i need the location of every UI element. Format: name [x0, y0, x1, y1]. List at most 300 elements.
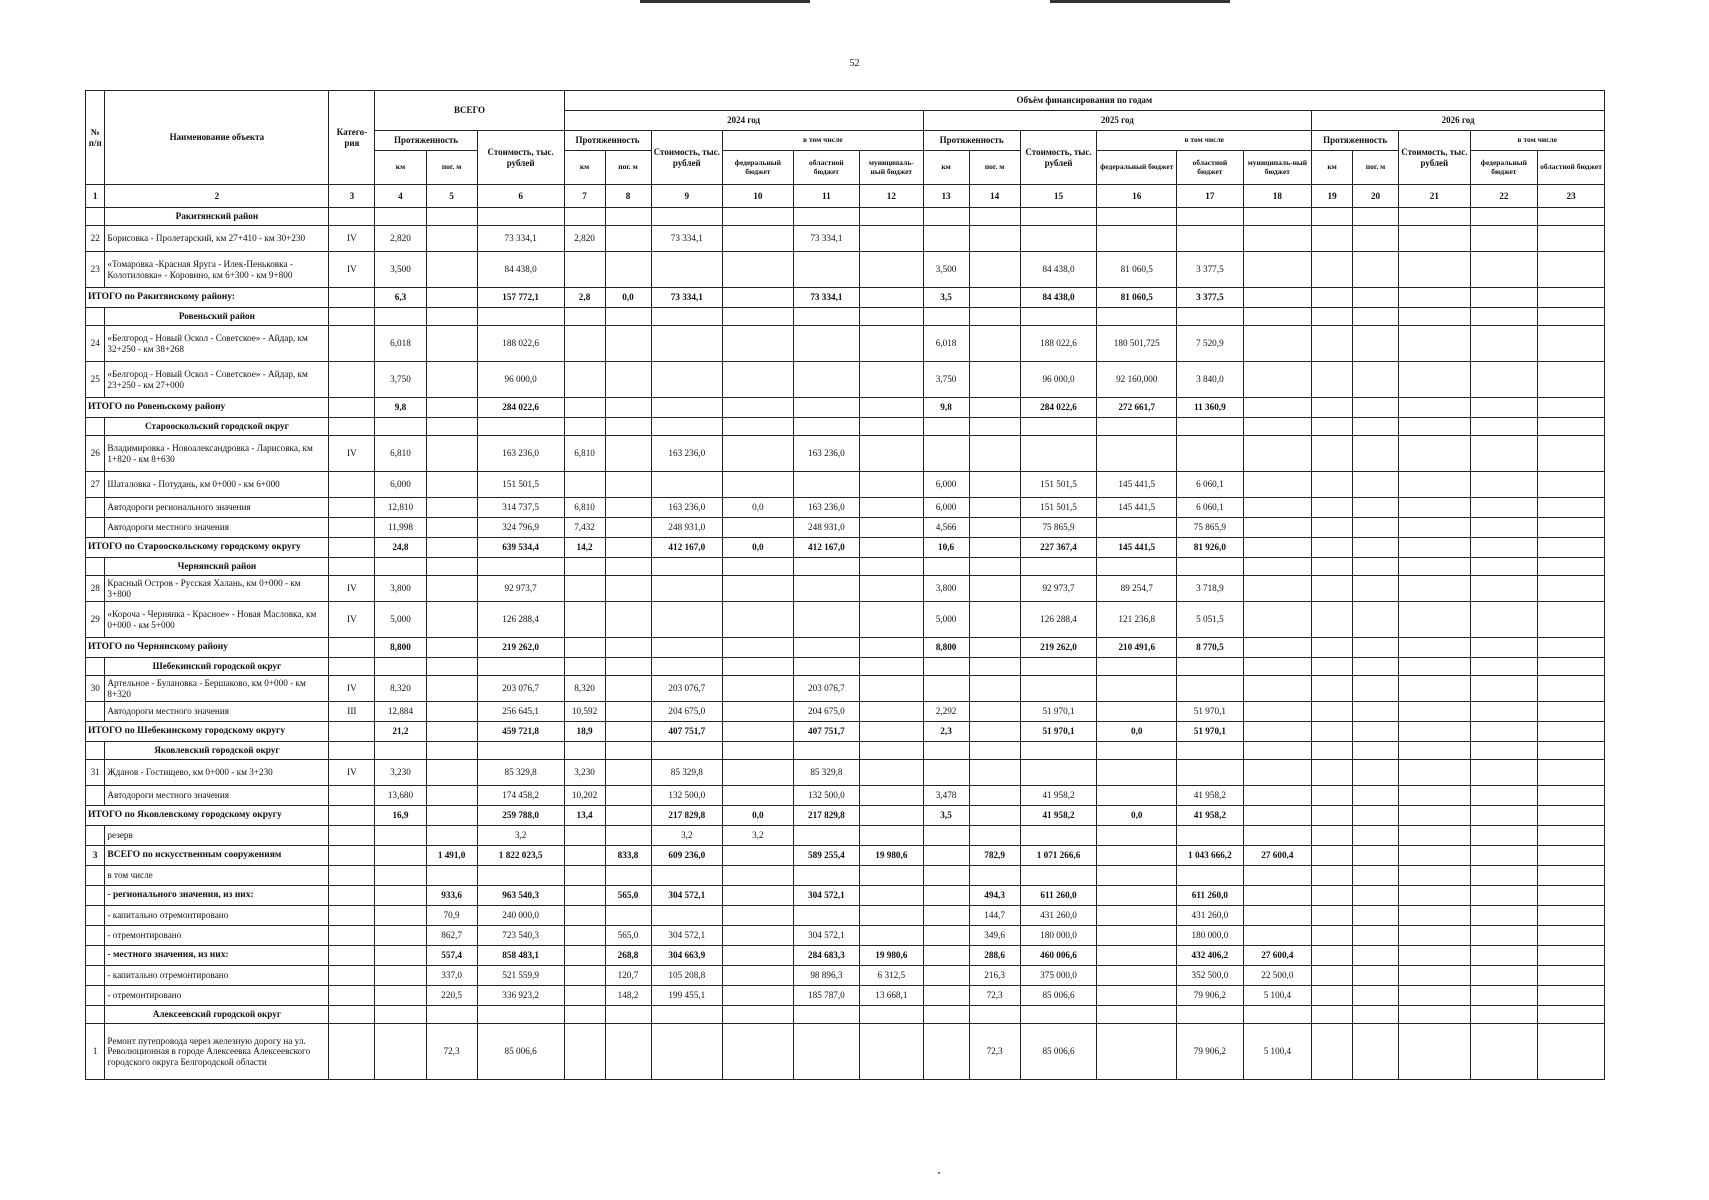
object-name: «Белгород - Новый Оскол - Советское» - Айдар, км 23+250 - км 27+000 [105, 362, 329, 398]
value-cell [723, 326, 794, 362]
value-cell [375, 946, 426, 966]
value-cell: 145 441,5 [1097, 472, 1177, 498]
value-cell [923, 846, 969, 866]
empty-cell [426, 308, 477, 326]
value-cell [426, 498, 477, 518]
section-title: Ровеньский район [105, 308, 329, 326]
object-name: - местного значения, из них: [105, 946, 329, 966]
value-cell [1353, 226, 1399, 252]
value-cell: 199 455,1 [651, 986, 723, 1006]
column-number: 19 [1312, 185, 1353, 208]
value-cell [564, 638, 605, 658]
category-cell [329, 826, 375, 846]
table-row [86, 436, 1605, 472]
object-name: Шаталовка - Потудань, км 0+000 - км 6+000 [105, 472, 329, 498]
value-cell [1243, 886, 1312, 906]
empty-cell [1177, 742, 1243, 760]
header-regional: областной бюджет [1538, 151, 1605, 185]
value-cell [969, 518, 1020, 538]
empty-cell [1399, 1006, 1471, 1024]
value-cell [651, 252, 723, 288]
empty-cell [1538, 208, 1605, 226]
total-label: ИТОГО по Яковлевскому городскому округу [86, 806, 329, 826]
category-cell [329, 966, 375, 986]
value-cell [793, 252, 859, 288]
value-cell [1353, 760, 1399, 786]
value-cell [1538, 866, 1605, 886]
value-cell [860, 602, 923, 638]
section-row [86, 208, 1605, 226]
value-cell [1312, 702, 1353, 722]
value-cell: 284 683,3 [793, 946, 859, 966]
empty-cell [651, 1006, 723, 1024]
value-cell [1097, 866, 1177, 886]
value-cell: 132 500,0 [651, 786, 723, 806]
value-cell: 314 737,5 [477, 498, 564, 518]
value-cell: 963 540,3 [477, 886, 564, 906]
row-number [86, 966, 105, 986]
section-title: Шебекинский городской округ [105, 658, 329, 676]
value-cell [793, 906, 859, 926]
value-cell: 72,3 [969, 1024, 1020, 1080]
value-cell [1399, 576, 1471, 602]
empty-cell [1097, 308, 1177, 326]
empty-cell [1399, 558, 1471, 576]
value-cell: 2,820 [564, 226, 605, 252]
empty-cell [1177, 1006, 1243, 1024]
value-cell: 5,000 [923, 602, 969, 638]
value-cell: 81 926,0 [1177, 538, 1243, 558]
value-cell: 79 906,2 [1177, 1024, 1243, 1080]
value-cell [793, 576, 859, 602]
value-cell [969, 288, 1020, 308]
header-year-2024: 2024 год [564, 111, 923, 131]
value-cell [969, 538, 1020, 558]
value-cell [1538, 826, 1605, 846]
empty-cell [605, 658, 651, 676]
value-cell [723, 398, 794, 418]
value-cell [1470, 226, 1538, 252]
value-cell [1312, 722, 1353, 742]
value-cell: 611 260,0 [1020, 886, 1097, 906]
table-row [86, 362, 1605, 398]
value-cell: 3 377,5 [1177, 252, 1243, 288]
value-cell [1243, 676, 1312, 702]
value-cell [1470, 986, 1538, 1006]
value-cell: 132 500,0 [793, 786, 859, 806]
value-cell [723, 362, 794, 398]
value-cell [651, 906, 723, 926]
value-cell: 1 043 666,2 [1177, 846, 1243, 866]
category-cell [329, 786, 375, 806]
value-cell: 72,3 [969, 986, 1020, 1006]
empty-cell [375, 742, 426, 760]
value-cell [1399, 498, 1471, 518]
value-cell [1312, 1024, 1353, 1080]
value-cell: 259 788,0 [477, 806, 564, 826]
table-row [86, 926, 1605, 946]
value-cell [1312, 326, 1353, 362]
value-cell [860, 676, 923, 702]
object-name: Жданов - Гостищево, км 0+000 - км 3+230 [105, 760, 329, 786]
value-cell [1399, 702, 1471, 722]
empty-cell [1243, 418, 1312, 436]
value-cell: 21,2 [375, 722, 426, 742]
value-cell: 1 822 023,5 [477, 846, 564, 866]
value-cell [923, 906, 969, 926]
value-cell [1538, 1024, 1605, 1080]
value-cell [651, 638, 723, 658]
empty-cell [1470, 658, 1538, 676]
value-cell [1353, 288, 1399, 308]
value-cell: 217 829,8 [651, 806, 723, 826]
value-cell [426, 362, 477, 398]
value-cell [1243, 398, 1312, 418]
value-cell [923, 886, 969, 906]
object-name: Красный Остров - Русская Халань, км 0+000 - км 3+800 [105, 576, 329, 602]
value-cell [723, 602, 794, 638]
value-cell [969, 472, 1020, 498]
value-cell: 565,0 [605, 886, 651, 906]
value-cell [1353, 702, 1399, 722]
value-cell: 217 829,8 [793, 806, 859, 826]
header-km: км [1312, 151, 1353, 185]
category-cell: IV [329, 602, 375, 638]
object-name: в том числе [105, 866, 329, 886]
empty-cell [1353, 1006, 1399, 1024]
value-cell [564, 472, 605, 498]
value-cell [969, 702, 1020, 722]
value-cell: 73 334,1 [651, 288, 723, 308]
empty-cell [923, 308, 969, 326]
value-cell [1399, 760, 1471, 786]
header-regional: областной бюджет [793, 151, 859, 185]
value-cell [375, 826, 426, 846]
table-row [86, 826, 1605, 846]
value-cell: 126 288,4 [477, 602, 564, 638]
empty-cell [723, 658, 794, 676]
table-row [86, 866, 1605, 886]
value-cell: 204 675,0 [651, 702, 723, 722]
object-name: «Белгород - Новый Оскол - Советское» - Айдар, км 32+250 - км 38+268 [105, 326, 329, 362]
value-cell: 3 718,9 [1177, 576, 1243, 602]
column-number: 23 [1538, 185, 1605, 208]
value-cell [1538, 226, 1605, 252]
value-cell [1538, 906, 1605, 926]
table-body [86, 208, 1605, 1080]
value-cell [723, 722, 794, 742]
value-cell: 352 500,0 [1177, 966, 1243, 986]
value-cell: 41 958,2 [1177, 786, 1243, 806]
column-number: 8 [605, 185, 651, 208]
table-row [86, 472, 1605, 498]
value-cell: 51 970,1 [1020, 702, 1097, 722]
value-cell [1243, 326, 1312, 362]
value-cell [969, 576, 1020, 602]
value-cell [1470, 786, 1538, 806]
table-row [86, 786, 1605, 806]
empty-cell [1243, 658, 1312, 676]
value-cell: 3,5 [923, 288, 969, 308]
value-cell [860, 926, 923, 946]
value-cell [969, 252, 1020, 288]
value-cell [605, 722, 651, 742]
value-cell [1312, 986, 1353, 1006]
value-cell [1177, 826, 1243, 846]
value-cell [564, 362, 605, 398]
value-cell: 14,2 [564, 538, 605, 558]
empty-cell [477, 558, 564, 576]
value-cell [605, 518, 651, 538]
empty-cell [1470, 742, 1538, 760]
empty-cell [969, 208, 1020, 226]
value-cell: 460 006,6 [1020, 946, 1097, 966]
value-cell: 336 923,2 [477, 986, 564, 1006]
value-cell [1470, 362, 1538, 398]
value-cell [426, 786, 477, 806]
empty-cell [564, 308, 605, 326]
header-cost: Стоимость, тыс. рублей [477, 131, 564, 185]
value-cell: 7,432 [564, 518, 605, 538]
value-cell [1538, 946, 1605, 966]
value-cell: 12,810 [375, 498, 426, 518]
value-cell: 0,0 [723, 498, 794, 518]
value-cell: 349,6 [969, 926, 1020, 946]
value-cell: 611 260,0 [1177, 886, 1243, 906]
value-cell [923, 760, 969, 786]
value-cell [1020, 826, 1097, 846]
value-cell [1353, 866, 1399, 886]
value-cell [1470, 602, 1538, 638]
column-number: 21 [1399, 185, 1471, 208]
table-row [86, 576, 1605, 602]
empty-cell [426, 558, 477, 576]
value-cell [1470, 826, 1538, 846]
value-cell [1312, 436, 1353, 472]
row-number: 1 [86, 1024, 105, 1080]
value-cell [1312, 760, 1353, 786]
value-cell: 3,2 [477, 826, 564, 846]
empty-cell [329, 418, 375, 436]
empty-cell [1020, 742, 1097, 760]
value-cell [1353, 362, 1399, 398]
value-cell: 163 236,0 [477, 436, 564, 472]
value-cell: 188 022,6 [1020, 326, 1097, 362]
category-cell [329, 326, 375, 362]
table-header [86, 91, 1605, 208]
value-cell [723, 966, 794, 986]
value-cell [1470, 472, 1538, 498]
empty-cell [375, 658, 426, 676]
category-cell: IV [329, 252, 375, 288]
value-cell [651, 362, 723, 398]
value-cell [723, 252, 794, 288]
value-cell [723, 518, 794, 538]
header-including: в том числе [1097, 131, 1312, 151]
column-number: 5 [426, 185, 477, 208]
empty-cell [723, 308, 794, 326]
empty-cell [86, 418, 105, 436]
value-cell: 933,6 [426, 886, 477, 906]
row-number: 29 [86, 602, 105, 638]
value-cell: 203 076,7 [651, 676, 723, 702]
value-cell [1243, 638, 1312, 658]
header-length: Протяженность [1312, 131, 1399, 151]
empty-cell [1399, 208, 1471, 226]
column-number: 18 [1243, 185, 1312, 208]
value-cell [564, 576, 605, 602]
value-cell [1538, 966, 1605, 986]
value-cell: 858 483,1 [477, 946, 564, 966]
empty-cell [969, 418, 1020, 436]
header-federal: федеральный бюджет [723, 151, 794, 185]
empty-cell [375, 208, 426, 226]
empty-cell [329, 658, 375, 676]
value-cell: 145 441,5 [1097, 498, 1177, 518]
value-cell [1243, 786, 1312, 806]
page-number: 52 [849, 58, 860, 69]
column-number: 22 [1470, 185, 1538, 208]
empty-cell [1353, 742, 1399, 760]
empty-cell [426, 208, 477, 226]
object-name: - отремонтировано [105, 926, 329, 946]
value-cell [1312, 946, 1353, 966]
value-cell: 2,8 [564, 288, 605, 308]
value-cell [1097, 436, 1177, 472]
value-cell: 73 334,1 [793, 226, 859, 252]
section-row [86, 558, 1605, 576]
value-cell: 188 022,6 [477, 326, 564, 362]
value-cell [426, 288, 477, 308]
value-cell [605, 638, 651, 658]
value-cell [1538, 362, 1605, 398]
value-cell [793, 638, 859, 658]
value-cell [564, 1024, 605, 1080]
category-cell: IV [329, 576, 375, 602]
empty-cell [1470, 558, 1538, 576]
empty-cell [1020, 658, 1097, 676]
value-cell: 6,810 [564, 436, 605, 472]
value-cell [793, 326, 859, 362]
value-cell [1312, 362, 1353, 398]
value-cell [605, 866, 651, 886]
value-cell [969, 226, 1020, 252]
column-number: 4 [375, 185, 426, 208]
empty-cell [477, 208, 564, 226]
value-cell: 6 312,5 [860, 966, 923, 986]
value-cell [1470, 722, 1538, 742]
value-cell [605, 826, 651, 846]
value-cell [1538, 472, 1605, 498]
value-cell [860, 326, 923, 362]
value-cell [1538, 498, 1605, 518]
value-cell: 13,4 [564, 806, 605, 826]
value-cell: 73 334,1 [477, 226, 564, 252]
value-cell [1353, 846, 1399, 866]
value-cell [1353, 518, 1399, 538]
total-row [86, 846, 1605, 866]
value-cell [1243, 288, 1312, 308]
empty-cell [923, 742, 969, 760]
value-cell [1243, 722, 1312, 742]
value-cell: 84 438,0 [1020, 252, 1097, 288]
category-cell [329, 722, 375, 742]
value-cell [1097, 702, 1177, 722]
category-cell [329, 846, 375, 866]
empty-cell [1353, 308, 1399, 326]
value-cell [375, 866, 426, 886]
object-name: - капитально отремонтировано [105, 906, 329, 926]
value-cell: 85 006,6 [1020, 1024, 1097, 1080]
header-municipal: муниципаль-ный бюджет [860, 151, 923, 185]
value-cell [426, 806, 477, 826]
value-cell: 3,800 [923, 576, 969, 602]
value-cell [651, 326, 723, 362]
value-cell: 75 865,9 [1020, 518, 1097, 538]
empty-cell [375, 558, 426, 576]
empty-cell [1538, 558, 1605, 576]
value-cell [1243, 472, 1312, 498]
header-km: км [564, 151, 605, 185]
value-cell [605, 576, 651, 602]
value-cell [1399, 986, 1471, 1006]
value-cell [1470, 1024, 1538, 1080]
empty-cell [1243, 1006, 1312, 1024]
category-cell [329, 638, 375, 658]
empty-cell [1312, 558, 1353, 576]
value-cell [1097, 946, 1177, 966]
value-cell [651, 576, 723, 602]
header-category: Катего-рия [329, 91, 375, 185]
value-cell [860, 518, 923, 538]
value-cell: 494,3 [969, 886, 1020, 906]
value-cell [375, 986, 426, 1006]
empty-cell [375, 418, 426, 436]
empty-cell [723, 558, 794, 576]
value-cell [860, 886, 923, 906]
value-cell [375, 966, 426, 986]
value-cell: 81 060,5 [1097, 252, 1177, 288]
header-including: в том числе [723, 131, 923, 151]
value-cell [1538, 326, 1605, 362]
value-cell [793, 826, 859, 846]
value-cell [1399, 226, 1471, 252]
value-cell [564, 398, 605, 418]
value-cell: 324 796,9 [477, 518, 564, 538]
value-cell: 6,3 [375, 288, 426, 308]
value-cell [605, 498, 651, 518]
value-cell [1312, 886, 1353, 906]
value-cell [375, 846, 426, 866]
value-cell: 11 360,9 [1177, 398, 1243, 418]
value-cell: 833,8 [605, 846, 651, 866]
header-federal: федеральный бюджет [1470, 151, 1538, 185]
value-cell [1097, 226, 1177, 252]
column-number: 20 [1353, 185, 1399, 208]
total-row [86, 288, 1605, 308]
value-cell [1399, 722, 1471, 742]
value-cell: 12,884 [375, 702, 426, 722]
empty-cell [860, 658, 923, 676]
empty-cell [477, 1006, 564, 1024]
row-number: 3 [86, 846, 105, 866]
value-cell [793, 398, 859, 418]
value-cell [723, 926, 794, 946]
value-cell: 163 236,0 [651, 498, 723, 518]
value-cell [723, 760, 794, 786]
empty-cell [860, 1006, 923, 1024]
empty-cell [329, 558, 375, 576]
